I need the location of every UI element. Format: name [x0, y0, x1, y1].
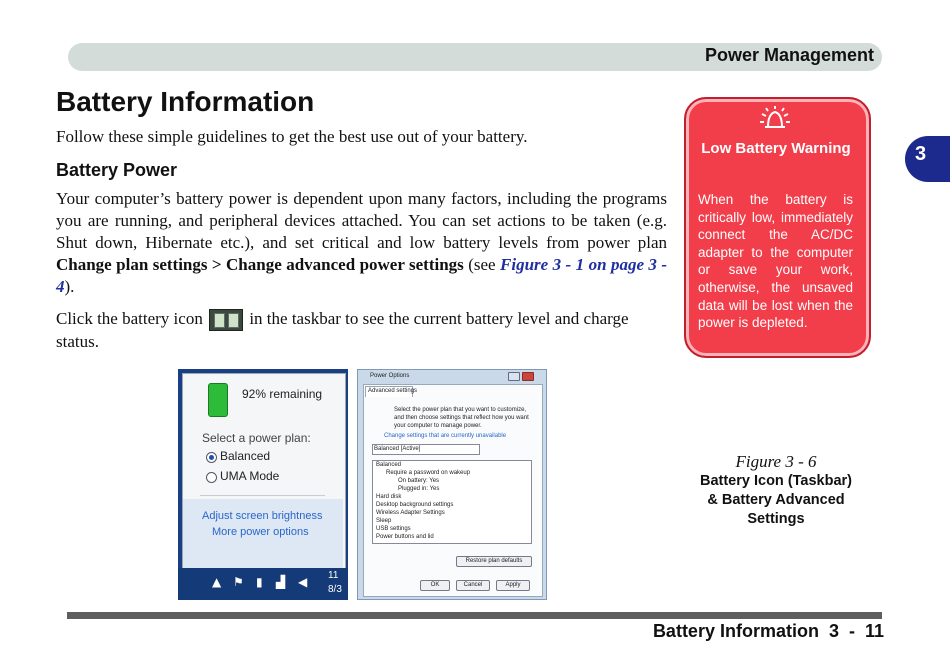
battery-power-paragraph — [56, 188, 667, 298]
tree-item[interactable]: Wireless Adapter Settings — [376, 510, 445, 516]
dialog-title: Power Options — [370, 373, 410, 379]
more-power-options-link[interactable]: More power options — [212, 526, 309, 538]
tray-arrow-icon[interactable]: ▲ — [212, 575, 222, 589]
paragraph2-after: in the taskbar to see the current battery level and charge status. — [56, 309, 629, 352]
help-icon[interactable] — [508, 372, 520, 381]
tree-item[interactable]: USB settings — [376, 526, 411, 532]
tree-item[interactable]: Hard disk — [376, 494, 402, 500]
tree-item[interactable]: Balanced — [376, 462, 402, 468]
taskbar — [178, 568, 348, 600]
tray-flag-icon[interactable]: ⚑ — [233, 575, 244, 589]
tab-label: Advanced settings — [368, 388, 418, 394]
battery-popup-screenshot — [178, 369, 348, 600]
figure-caption — [698, 452, 854, 529]
popup-divider — [200, 495, 325, 496]
plan-select-value: Balanced [Active] — [374, 446, 421, 452]
battery-remaining: 92% remaining — [242, 387, 323, 401]
change-settings-link[interactable]: Change settings that are currently unavailable — [384, 433, 507, 439]
warning-text: When the battery is critically low, immediately connect the AC/DC adapter to the computer or save your work, otherwise, the unsaved data will be lost when the power is depleted. — [698, 192, 853, 331]
tray-battery-icon[interactable]: ▮ — [256, 575, 263, 589]
dialog-description: Select the power plan that you want to customize, and then choose settings that reflect how you want your computer to manage power. — [394, 407, 529, 429]
tray-network-icon[interactable]: ▟ — [276, 575, 286, 589]
tree-item[interactable]: Plugged in: Yes — [398, 486, 440, 492]
plan-radio-balanced[interactable] — [206, 452, 217, 463]
paragraph-text: Your computer’s battery power is dependent upon many factors, including the programs you are running, and peripheral devices attached. You can set actions to be taken (e.g. Shut down, Hibernate etc.), and set critical and low battery levels from power plan — [56, 189, 667, 252]
select-plan-label: Select a power plan: — [202, 431, 311, 445]
section-heading: Battery Power — [56, 160, 178, 180]
restore-defaults-button[interactable]: Restore plan defaults — [456, 556, 532, 567]
tray-volume-icon[interactable]: ◀ — [298, 575, 308, 589]
figure-title: Battery Icon (Taskbar) & Battery Advanced Settings — [699, 473, 853, 527]
ok-button[interactable]: OK — [420, 580, 450, 591]
chapter-number: 3 — [915, 143, 927, 165]
figure-number: Figure 3 - 6 — [735, 452, 817, 471]
tree-item[interactable]: Desktop background settings — [376, 502, 454, 508]
intro-text: Follow these simple guidelines to get the best use out of your battery. — [56, 127, 528, 146]
cancel-button[interactable]: Cancel — [456, 580, 490, 591]
menu-path: Change plan settings > Change advanced power settings — [56, 255, 464, 274]
tree-item[interactable]: Power buttons and lid — [376, 534, 434, 540]
tray-time: 11 — [328, 570, 339, 581]
paragraph-end: ). — [64, 277, 75, 296]
battery-icon-paragraph — [56, 308, 667, 353]
battery-taskbar-icon — [209, 309, 243, 331]
chapter-title: Power Management — [704, 45, 874, 65]
warning-title: Low Battery Warning — [701, 140, 851, 157]
paragraph2-before: Click the battery icon — [56, 309, 208, 328]
page-title: Battery Information — [56, 86, 315, 117]
adjust-brightness-link[interactable]: Adjust screen brightness — [202, 510, 323, 522]
power-options-screenshot — [357, 369, 547, 600]
tray-date: 8/3 — [328, 584, 342, 595]
paragraph-see: (see — [463, 255, 501, 274]
close-icon[interactable] — [522, 372, 534, 381]
plan-label-balanced: Balanced — [220, 449, 271, 463]
apply-button[interactable]: Apply — [496, 580, 530, 591]
tree-item[interactable]: On battery: Yes — [398, 478, 440, 484]
plan-radio-uma[interactable] — [206, 472, 217, 483]
battery-level-icon — [208, 383, 228, 417]
tree-item[interactable]: Sleep — [376, 518, 392, 524]
footer-page-label: Battery Information 3 - 11 — [652, 621, 884, 641]
figure-link[interactable]: Figure 3 - 1 on page 3 - 4 — [56, 255, 668, 296]
plan-label-uma: UMA Mode — [220, 469, 280, 483]
warning-bell-icon — [757, 104, 793, 134]
chapter-tab — [905, 136, 950, 182]
tree-item[interactable]: Require a password on wakeup — [386, 470, 471, 476]
footer-rule — [67, 612, 882, 619]
